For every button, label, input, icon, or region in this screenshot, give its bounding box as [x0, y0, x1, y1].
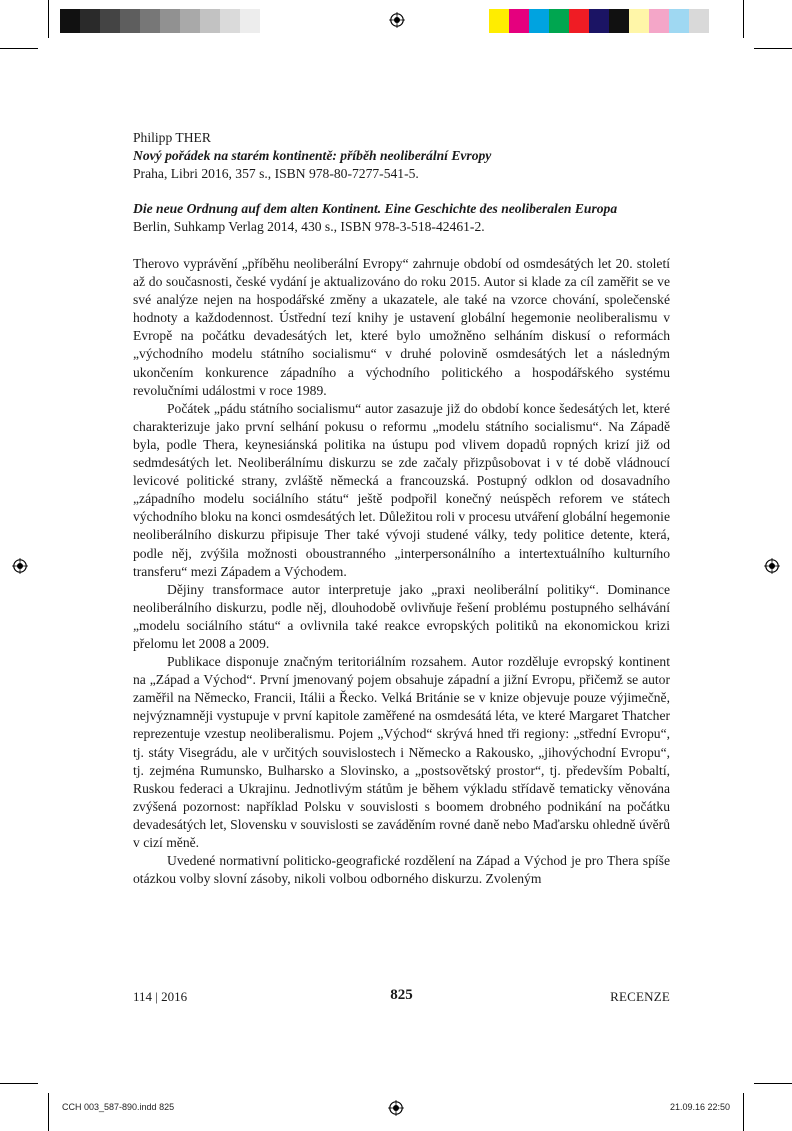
color-swatch [200, 9, 220, 33]
color-swatch [80, 9, 100, 33]
paragraph: Therovo vyprávění „příběhu neoliberální Evropy“ zahrnuje období od osmdesátých let 20. století až do současnosti, české vydání je aktualizováno do roku 2015. Autor si klade za cíl zaměřit se ve své analýze nejen na hospodářské změny a ukazatele, ale také na vzorce chování, společenské hodnoty a každodennost. Ústřední tezí knihy je ustavení globální hegemonie neoliberalismu v Evropě na počátku devadesátých let, které bylo umožněno selháním diskusí o reformách „východního modelu státního socialismu“ v druhé polovině osmdesátých let a následným ukončením konkurence západního a východního politického a hospodářského systému revolučními událostmi v roce 1989. [133, 256, 670, 398]
review-body [133, 255, 670, 888]
page-number: 825 [390, 987, 413, 1003]
color-swatch [489, 9, 509, 33]
review-content [133, 129, 670, 888]
book-title-czech: Nový pořádek na starém kontinentě: příběh neoliberální Evropy [133, 148, 492, 163]
color-swatch [240, 9, 260, 33]
book-imprint-czech: Praha, Libri 2016, 357 s., ISBN 978-80-7277-541-5. [133, 166, 419, 181]
color-swatch [649, 9, 669, 33]
paragraph: Dějiny transformace autor interpretuje jako „praxi neoliberální politiky“. Dominance neoliberálního diskurzu, podle něj, dlouhodobě ovlivňuje řešení problému postupného selhávání „modelu sociálního státu“ a ovlivnila také reakce evropských politiků na ekonomickou krizi přelomu let 2008 a 2009. [133, 581, 670, 651]
crop-mark [48, 0, 49, 38]
color-swatch [609, 9, 629, 33]
color-swatch [509, 9, 529, 33]
crop-mark [743, 0, 744, 38]
book-author: Philipp THER [133, 130, 211, 145]
crop-mark [754, 48, 792, 49]
paragraph: Počátek „pádu státního socialismu“ autor zasazuje již do období konce šedesátých let, které charakterizuje jako první selhání pokusu o reformu „modelu státního socialismu“. Na Západě byla, podle Thera, keynesiánská politika na ústupu pod vlivem dopadů ropných krizí již od sedmdesátých let. Neoliberálnímu diskurzu se zde začaly přizpůsobovat i v té době vládnoucí levicové politické strany, zvláště německá a francouzská. Postupný odklon od dosavadního „západního modelu sociálního státu“ ještě podpořil konečný neúspěch reforem ve státech východního bloku na konci osmdesátých let. Důležitou roli v procesu utváření globální hegemonie neoliberálního diskurzu připisuje Ther také vývoji studené války, tedy politice detente, která, podle něj, zvýšila možnosti oboustranného „interpersonálního a intertextuálního kulturního transferu“ mezi Západem a Východem. [133, 400, 670, 579]
color-swatch [60, 9, 80, 33]
crop-mark [0, 48, 38, 49]
registration-mark-icon [388, 1100, 404, 1116]
registration-mark-icon [389, 12, 405, 28]
registration-mark-icon [764, 558, 780, 574]
color-swatch [140, 9, 160, 33]
color-swatch [689, 9, 709, 33]
color-swatch [260, 9, 280, 33]
crop-mark [754, 1083, 792, 1084]
book-imprint-german: Berlin, Suhkamp Verlag 2014, 430 s., ISBN 978-3-518-42461-2. [133, 219, 485, 234]
crop-mark [0, 1083, 38, 1084]
book-citation-czech [133, 129, 670, 183]
registration-mark-icon [12, 558, 28, 574]
paragraph: Publikace disponuje značným teritoriálním rozsahem. Autor rozděluje evropský kontinent na „Západ a Východ“. První jmenovaný pojem obsahuje západní a jižní Evropu, přičemž se autor zaměřil na Německo, Francii, Itálii a Řecko. Velká Británie se v knize objevuje pouze výjimečně, nejvýznamněji vystupuje v první kapitole zaměřené na osmdesátá léta, ve které Margaret Thatcher reprezentuje vzestup neoliberalismu. Pojem „Východ“ skrývá hned tři regiony: „střední Evropu“, tj. státy Visegrádu, ale v určitých souvislostech i Německo a Rakousko, „jihovýchodní Evropu“, tj. zejména Rumunsko, Bulharsko a Slovinsko, a „postsovětský prostor“, tj. především Pobaltí, Ruskou federaci a Ukrajinu. Jednotlivým státům je během výkladu střídavě tematicky věnována zvýšená pozornost: například Polsku v souvislosti s boomem drobného podnikání na počátku devadesátých let, Slovensku v souvislosti se zaváděním rovné daně nebo Maďarsku ohledně úvěrů v cizí měně. [133, 654, 670, 850]
section-label: RECENZE [610, 989, 670, 1004]
issue-label: 114 | 2016 [133, 989, 188, 1004]
paragraph: Uvedené normativní politicko-geografické rozdělení na Západ a Východ je pro Thera spíše otázkou volby slovní zásoby, nikoli volbou odborného diskurzu. Zvoleným [133, 853, 670, 887]
color-swatch [160, 9, 180, 33]
color-swatch [100, 9, 120, 33]
color-swatch [220, 9, 240, 33]
color-swatch [569, 9, 589, 33]
process-color-bar [489, 9, 709, 33]
color-swatch [120, 9, 140, 33]
grayscale-color-bar [60, 9, 280, 33]
color-swatch [589, 9, 609, 33]
book-citation-german [133, 200, 670, 236]
slug-date: 21.09.16 22:50 [670, 1102, 731, 1112]
crop-mark [48, 1093, 49, 1131]
color-swatch [549, 9, 569, 33]
color-swatch [669, 9, 689, 33]
crop-mark [743, 1093, 744, 1131]
color-swatch [629, 9, 649, 33]
color-swatch [529, 9, 549, 33]
slug-file-name: CCH 003_587-890.indd 825 [62, 1102, 175, 1112]
book-title-german: Die neue Ordnung auf dem alten Kontinent. Eine Geschichte des neoliberalen Europa [133, 201, 618, 216]
color-swatch [180, 9, 200, 33]
